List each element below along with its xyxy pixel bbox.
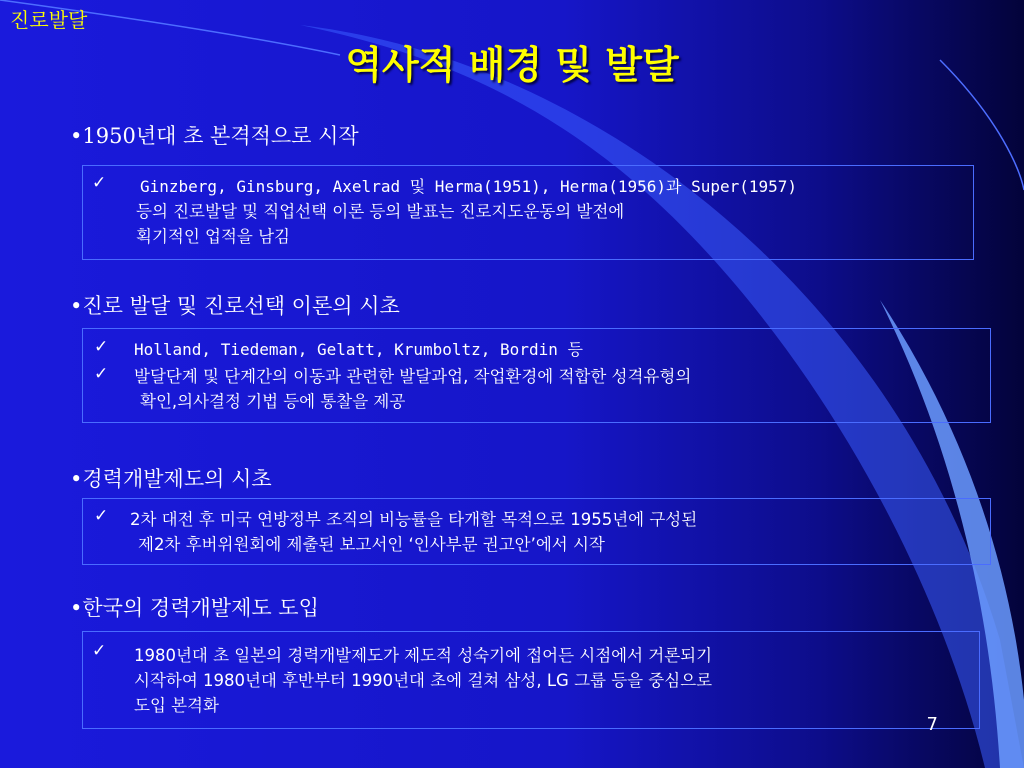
item-line: 등의 진로발달 및 직업선택 이론 등의 발표는 진로지도운동의 발전에 [136, 202, 625, 221]
list-item [134, 364, 691, 414]
item-line: 제2차 후버위원회에 제출된 보고서인 ‘인사부문 권고안’에서 시작 [138, 535, 605, 554]
slide-title: 역사적 배경 및 발달 [345, 42, 679, 87]
item-line: 확인,의사결정 기법 등에 통찰을 제공 [140, 392, 406, 411]
check-icon: ✓ [94, 506, 109, 526]
check-icon: ✓ [92, 641, 107, 661]
section-heading-2: •진로 발달 및 진로선택 이론의 시초 [70, 294, 400, 318]
item-line: 획기적인 업적을 남김 [136, 227, 290, 246]
item-line: 2차 대전 후 미국 연방정부 조직의 비능률을 타개할 목적으로 1955년에 구성된 [130, 510, 698, 529]
list-item [134, 337, 583, 362]
item-line: 도입 본격화 [134, 696, 219, 715]
list-item [130, 507, 697, 557]
section-heading-4: •한국의 경력개발제도 도입 [70, 596, 319, 620]
list-item [136, 174, 797, 249]
section-heading-1: •1950년대 초 본격적으로 시작 [70, 124, 359, 148]
page-number: 7 [926, 714, 938, 735]
section-heading-3: •경력개발제도의 시초 [70, 467, 272, 491]
list-item [134, 643, 712, 718]
item-line: Ginzberg, Ginsburg, Axelrad 및 Herma(1951), Herma(1956)과 Super(1957) [140, 177, 798, 196]
item-line: Holland, Tiedeman, Gelatt, Krumboltz, Bordin 등 [134, 340, 583, 359]
check-icon: ✓ [92, 173, 107, 193]
check-icon: ✓ [94, 337, 109, 357]
item-line: 발달단계 및 단계간의 이동과 관련한 발달과업, 작업환경에 적합한 성격유형의 [134, 367, 692, 386]
item-line: 1980년대 초 일본의 경력개발제도가 제도적 성숙기에 접어든 시점에서 거론되기 [134, 646, 713, 665]
item-line: 시작하여 1980년대 후반부터 1990년대 초에 걸쳐 삼성, LG 그룹 등을 중심으로 [134, 671, 713, 690]
corner-label: 진로발달 [10, 8, 88, 32]
check-icon: ✓ [94, 364, 109, 384]
